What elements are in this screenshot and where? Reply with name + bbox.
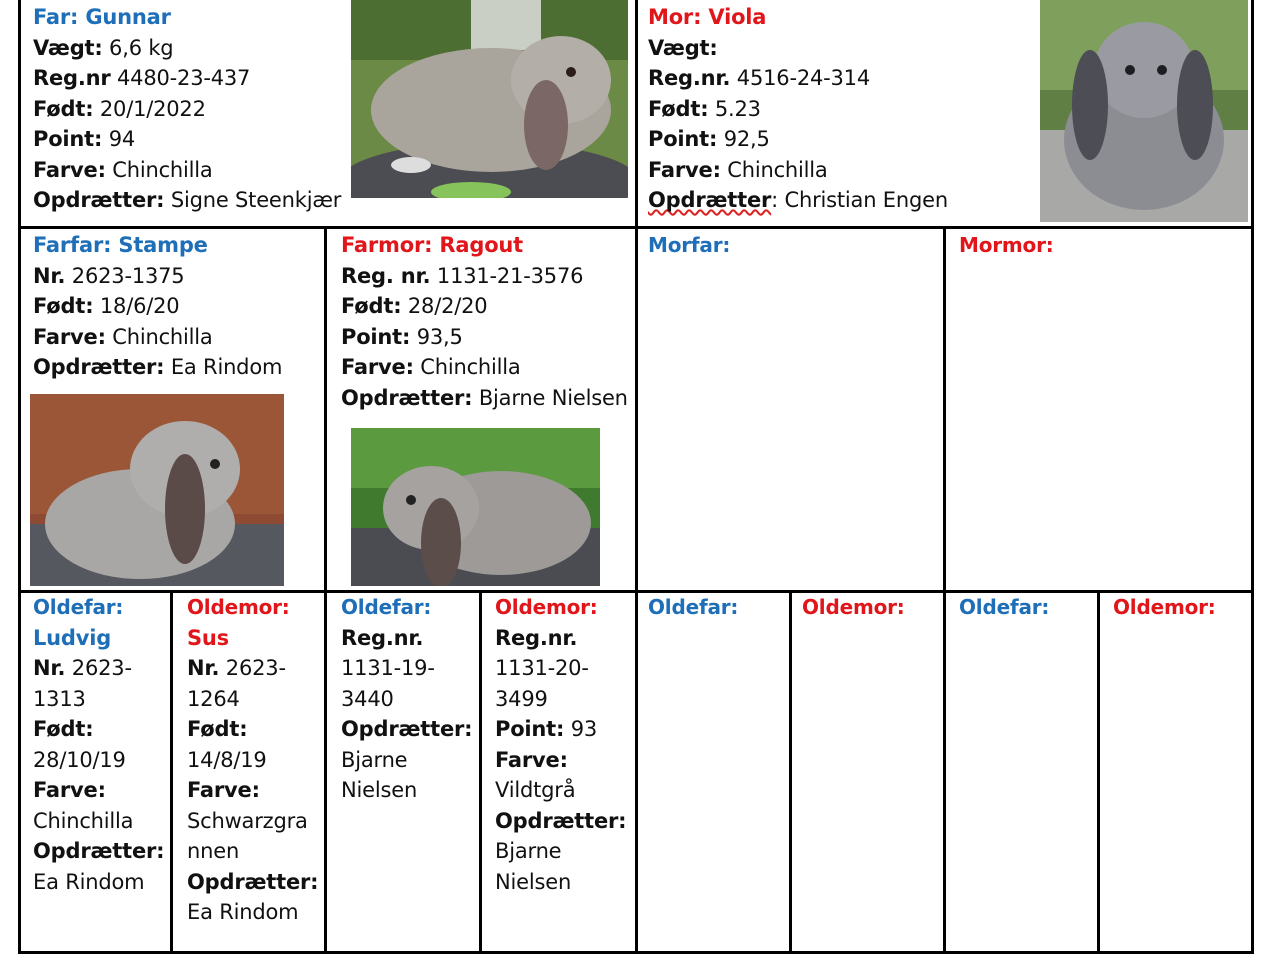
great-grandmother-1-name: Sus — [187, 625, 229, 650]
paternal-grandfather-nr: Nr. 2623-1375 — [33, 263, 185, 288]
great-grandmother-1-nr-cont: 1264 — [187, 686, 240, 711]
great-grandmother-2-reg: 1131-20- — [495, 656, 589, 680]
mother-weight: Vægt: — [648, 35, 718, 60]
father-cell — [33, 2, 353, 224]
paternal-grandfather-breeder: Opdrætter: Ea Rindom — [33, 355, 283, 379]
mother-cell — [648, 2, 1038, 224]
great-grandmother-1-heading: Oldemor: — [187, 595, 290, 619]
great-grandmother-2-cell — [495, 592, 633, 950]
paternal-grandmother-color: Farve: Chinchilla — [341, 355, 521, 379]
great-grandfather-1-nr: Nr. 2623- — [33, 656, 132, 680]
great-grandmother-2-reg-cont: 3499 — [495, 686, 548, 711]
great-grandmother-1-born: 14/8/19 — [187, 747, 267, 772]
mother-breeder: Opdrætter: Christian Engen — [648, 188, 948, 212]
maternal-grandmother-cell — [959, 230, 1249, 270]
great-grandmother-2-color: Vildtgrå — [495, 778, 576, 802]
great-grandfather-1-color-label: Farve: — [33, 778, 106, 802]
paternal-grandmother-breeder: Opdrætter: Bjarne Nielsen — [341, 385, 628, 410]
mother-rabbit-photo — [1040, 0, 1248, 222]
paternal-grandmother-born: Født: 28/2/20 — [341, 294, 488, 318]
col-divider-right — [943, 226, 946, 954]
col-divider-gg2 — [479, 590, 482, 954]
great-grandfather-1-born: 28/10/19 — [33, 747, 126, 772]
great-grandmother-1-born-label: Født: — [187, 717, 248, 741]
col-divider-gg1 — [170, 590, 173, 954]
great-grandfather-4-cell — [959, 592, 1095, 632]
father-heading: Far: Gunnar — [33, 5, 171, 29]
great-grandfather-2-reg-cont: 3440 — [341, 686, 394, 711]
great-grandfather-2-breeder: Bjarne — [341, 747, 408, 772]
great-grandmother-2-reg-label: Reg.nr. — [495, 625, 578, 650]
mother-heading: Mor: Viola — [648, 5, 767, 29]
paternal-grandfather-rabbit-photo — [30, 394, 284, 586]
paternal-grandmother-rabbit-photo — [351, 428, 600, 586]
father-color: Farve: Chinchilla — [33, 157, 213, 182]
mother-color: Farve: Chinchilla — [648, 157, 828, 182]
great-grandmother-2-heading: Oldemor: — [495, 595, 598, 619]
great-grandfather-3-cell — [648, 592, 786, 632]
great-grandfather-2-heading: Oldefar: — [341, 595, 432, 619]
great-grandfather-2-reg: 1131-19- — [341, 656, 435, 680]
great-grandmother-2-breeder: Bjarne — [495, 839, 562, 863]
mother-points: Point: 92,5 — [648, 127, 770, 151]
great-grandmother-4-cell — [1113, 592, 1249, 632]
col-divider-main — [635, 0, 638, 954]
great-grandmother-4-heading: Oldemor: — [1113, 595, 1216, 619]
paternal-grandmother-cell — [341, 230, 633, 420]
mother-reg: Reg.nr. 4516-24-314 — [648, 66, 871, 90]
maternal-grandfather-heading: Morfar: — [648, 233, 731, 257]
father-points: Point: 94 — [33, 127, 136, 151]
great-grandmother-2-color-label: Farve: — [495, 747, 568, 772]
col-divider-left — [324, 226, 327, 954]
great-grandmother-3-heading: Oldemor: — [802, 595, 905, 619]
father-breeder: Opdrætter: Signe Steenkjær — [33, 188, 342, 212]
great-grandmother-3-cell — [802, 592, 940, 632]
great-grandfather-2-breeder-label: Opdrætter: — [341, 717, 473, 741]
great-grandmother-2-breeder-cont: Nielsen — [495, 869, 572, 894]
paternal-grandmother-points: Point: 93,5 — [341, 324, 463, 349]
great-grandmother-1-breeder-label: Opdrætter: — [187, 869, 319, 894]
col-divider-gg3 — [789, 590, 792, 954]
great-grandfather-2-reg-label: Reg.nr. — [341, 625, 424, 650]
paternal-grandfather-born: Født: 18/6/20 — [33, 294, 180, 318]
great-grandfather-1-breeder: Ea Rindom — [33, 869, 145, 894]
great-grandfather-3-heading: Oldefar: — [648, 595, 739, 619]
great-grandmother-2-breeder-label: Opdrætter: — [495, 808, 627, 833]
paternal-grandmother-heading: Farmor: Ragout — [341, 233, 524, 257]
great-grandfather-1-heading: Oldefar: — [33, 595, 124, 619]
great-grandfather-1-born-label: Født: — [33, 717, 94, 741]
great-grandfather-1-breeder-label: Opdrætter: — [33, 839, 165, 863]
paternal-grandfather-cell — [33, 230, 321, 390]
great-grandmother-2-points: Point: 93 — [495, 717, 598, 741]
great-grandfather-1-color: Chinchilla — [33, 808, 134, 833]
maternal-grandfather-cell — [648, 230, 938, 270]
paternal-grandmother-reg: Reg. nr. 1131-21-3576 — [341, 263, 584, 288]
great-grandmother-1-color-cont: nnen — [187, 839, 240, 863]
great-grandmother-1-breeder: Ea Rindom — [187, 900, 299, 924]
great-grandfather-1-cell — [33, 592, 169, 950]
father-rabbit-photo — [351, 0, 628, 198]
father-born: Født: 20/1/2022 — [33, 96, 206, 121]
paternal-grandfather-heading: Farfar: Stampe — [33, 233, 208, 257]
maternal-grandmother-heading: Mormor: — [959, 233, 1054, 257]
mother-born: Født: 5.23 — [648, 96, 761, 121]
great-grandfather-4-heading: Oldefar: — [959, 595, 1050, 619]
great-grandmother-1-nr: Nr. 2623- — [187, 656, 286, 680]
great-grandfather-1-nr-cont: 1313 — [33, 686, 86, 711]
great-grandmother-1-cell — [187, 592, 323, 950]
father-reg: Reg.nr 4480-23-437 — [33, 66, 251, 90]
col-divider-gg4 — [1097, 590, 1100, 954]
father-weight: Vægt: 6,6 kg — [33, 35, 174, 60]
great-grandfather-2-breeder-cont: Nielsen — [341, 778, 418, 802]
great-grandmother-1-color-label: Farve: — [187, 778, 260, 802]
great-grandfather-1-name: Ludvig — [33, 625, 112, 650]
paternal-grandfather-color: Farve: Chinchilla — [33, 324, 213, 349]
great-grandfather-2-cell — [341, 592, 477, 950]
great-grandmother-1-color: Schwarzgra — [187, 808, 308, 833]
